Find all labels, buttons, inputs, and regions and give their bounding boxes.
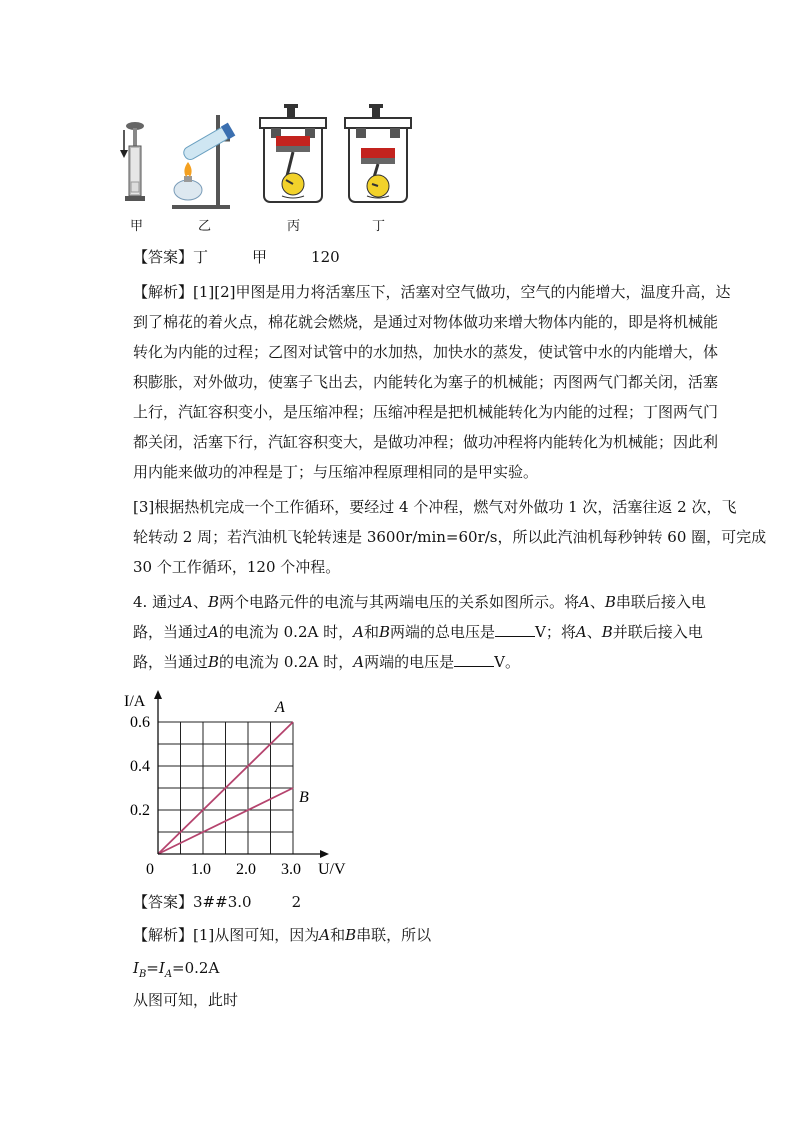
q4-text: 路，当通过 <box>133 653 209 671</box>
q4-text: 、 <box>589 593 605 611</box>
q4-var: B <box>208 653 220 671</box>
series-label-a: A <box>275 699 285 716</box>
test-tube-drawing <box>172 115 235 209</box>
q4-text: 的电流为 0.2A 时， <box>218 623 354 641</box>
analysis-2-line-1 <box>133 925 431 945</box>
answer-2-tag: 【答案】 <box>133 893 194 911</box>
answer-1-a1: 丁 <box>193 248 209 266</box>
analysis-1-line-9: 轮转动 2 周；若汽油机飞轮转速是 3600r/min=60r/s，所以此汽油机每秒钟转 60 圈，可完成 <box>133 528 767 546</box>
x-tick-label: 2.0 <box>236 861 256 878</box>
eq-sub: B <box>138 969 147 980</box>
q4-text: 、 <box>192 593 208 611</box>
q4-var: B <box>378 623 390 641</box>
x-tick-label: 3.0 <box>281 861 301 878</box>
a2-var: B <box>345 926 357 944</box>
q4-text: V；将 <box>535 623 576 641</box>
q4-var: A <box>208 623 219 641</box>
q4-text: 的电流为 0.2A 时， <box>219 653 354 671</box>
answer-1 <box>133 247 340 267</box>
q4-var: A <box>353 653 365 671</box>
analysis-1-line-8: [3]根据热机完成一个工作循环，要经过 4 个冲程，燃气对外做功 1 次，活塞往返 2 次，飞 <box>133 498 737 516</box>
q4-var: B <box>207 593 219 611</box>
q4-text: 并联后接入电 <box>612 623 703 641</box>
analysis-1-line-6: 都关闭，活塞下行，汽缸容积变大，是做功冲程；做功冲程将内能转化为机械能；因此利 <box>133 433 719 451</box>
analysis-2-line-3: 从图可知，此时 <box>133 991 239 1009</box>
analysis-1-line-3: 转化为内能的过程；乙图对试管中的水加热，加快水的蒸发，使试管中水的内能增大，体 <box>133 343 719 361</box>
x-tick-label: 1.0 <box>191 861 211 878</box>
eq-text: =0.2A <box>172 959 220 977</box>
analysis-1-line-4: 积膨胀，对外做功，使塞子飞出去，内能转化为塞子的机械能；丙图两气门都关闭，活塞 <box>133 373 719 391</box>
q4-text: 和 <box>363 623 379 641</box>
q4-var: A <box>182 593 193 611</box>
y-tick-label: 0.6 <box>130 714 150 731</box>
y-tick-label: 0.4 <box>130 758 150 775</box>
analysis-2-equation <box>133 958 219 985</box>
answer-1-a2: 甲 <box>252 248 268 266</box>
power-stroke-drawing <box>345 104 411 202</box>
label-bing: 丙 <box>287 219 301 234</box>
q4-var: B <box>604 593 616 611</box>
q4-text: 两端的总电压是 <box>389 623 495 641</box>
answer-blank-2[interactable] <box>454 652 494 667</box>
y-axis-arrow <box>154 690 162 699</box>
question-4-line-1 <box>133 592 706 612</box>
q4-var: B <box>601 623 613 641</box>
apparatus-figure <box>110 100 430 235</box>
compression-stroke-drawing <box>260 104 326 202</box>
q4-text: 两个电路元件的电流与其两端电压的关系如图所示。将 <box>218 593 579 611</box>
y-tick-label: 0.2 <box>130 802 150 819</box>
iv-chart <box>120 682 360 880</box>
a2-var: A <box>319 926 331 944</box>
label-yi: 乙 <box>198 219 212 234</box>
x-axis-arrow <box>320 850 329 858</box>
iv-chart-svg <box>120 682 360 880</box>
q4-var: A <box>579 593 590 611</box>
eq-var: I <box>158 959 165 977</box>
origin-label: 0 <box>146 861 154 878</box>
eq-text: = <box>146 959 159 977</box>
analysis-1-line-1: 【解析】[1][2]甲图是用力将活塞压下，活塞对空气做功，空气的内能增大，温度升高，达 <box>133 283 731 301</box>
eq-var: I <box>133 959 139 977</box>
answer-2 <box>133 892 301 912</box>
q4-text: 4. 通过 <box>133 593 183 611</box>
answer-2-a1: 3##3.0 <box>193 893 252 911</box>
a2-text: 串联，所以 <box>356 926 432 944</box>
q4-var: A <box>575 623 587 641</box>
eq-sub: A <box>164 969 173 980</box>
question-4-line-3 <box>133 652 520 672</box>
analysis-1-line-5: 上行，汽缸容积变小，是压缩冲程；压缩冲程是把机械能转化为内能的过程；丁图两气门 <box>133 403 719 421</box>
a2-text: 【解析】[1]从图可知，因为 <box>133 926 320 944</box>
x-axis-label: U/V <box>318 861 346 878</box>
q4-text: 两端的电压是 <box>364 653 455 671</box>
answer-1-a3: 120 <box>311 248 340 266</box>
q4-text: 串联后接入电 <box>615 593 706 611</box>
q4-text: 路，当通过 <box>133 623 209 641</box>
y-axis-label: I/A <box>124 693 146 710</box>
a2-text: 和 <box>330 926 346 944</box>
q4-var: A <box>353 623 364 641</box>
analysis-1-line-10: 30 个工作循环，120 个冲程。 <box>133 558 341 576</box>
answer-1-tag: 【答案】 <box>133 248 194 266</box>
fire-syringe-drawing <box>120 122 145 201</box>
series-label-b: B <box>299 789 309 806</box>
q4-text: 、 <box>586 623 602 641</box>
analysis-1-line-7: 用内能来做功的冲程是丁；与压缩冲程原理相同的是甲实验。 <box>133 463 539 481</box>
analysis-1-line-2: 到了棉花的着火点，棉花就会燃烧，是通过对物体做功来增大物体内能的，即是将机械能 <box>133 313 719 331</box>
question-4-line-2 <box>133 622 703 642</box>
label-ding: 丁 <box>372 219 386 234</box>
q4-text: V。 <box>494 653 520 671</box>
answer-blank-1[interactable] <box>495 622 535 637</box>
answer-2-a2: 2 <box>291 893 302 911</box>
label-jia: 甲 <box>130 219 144 234</box>
